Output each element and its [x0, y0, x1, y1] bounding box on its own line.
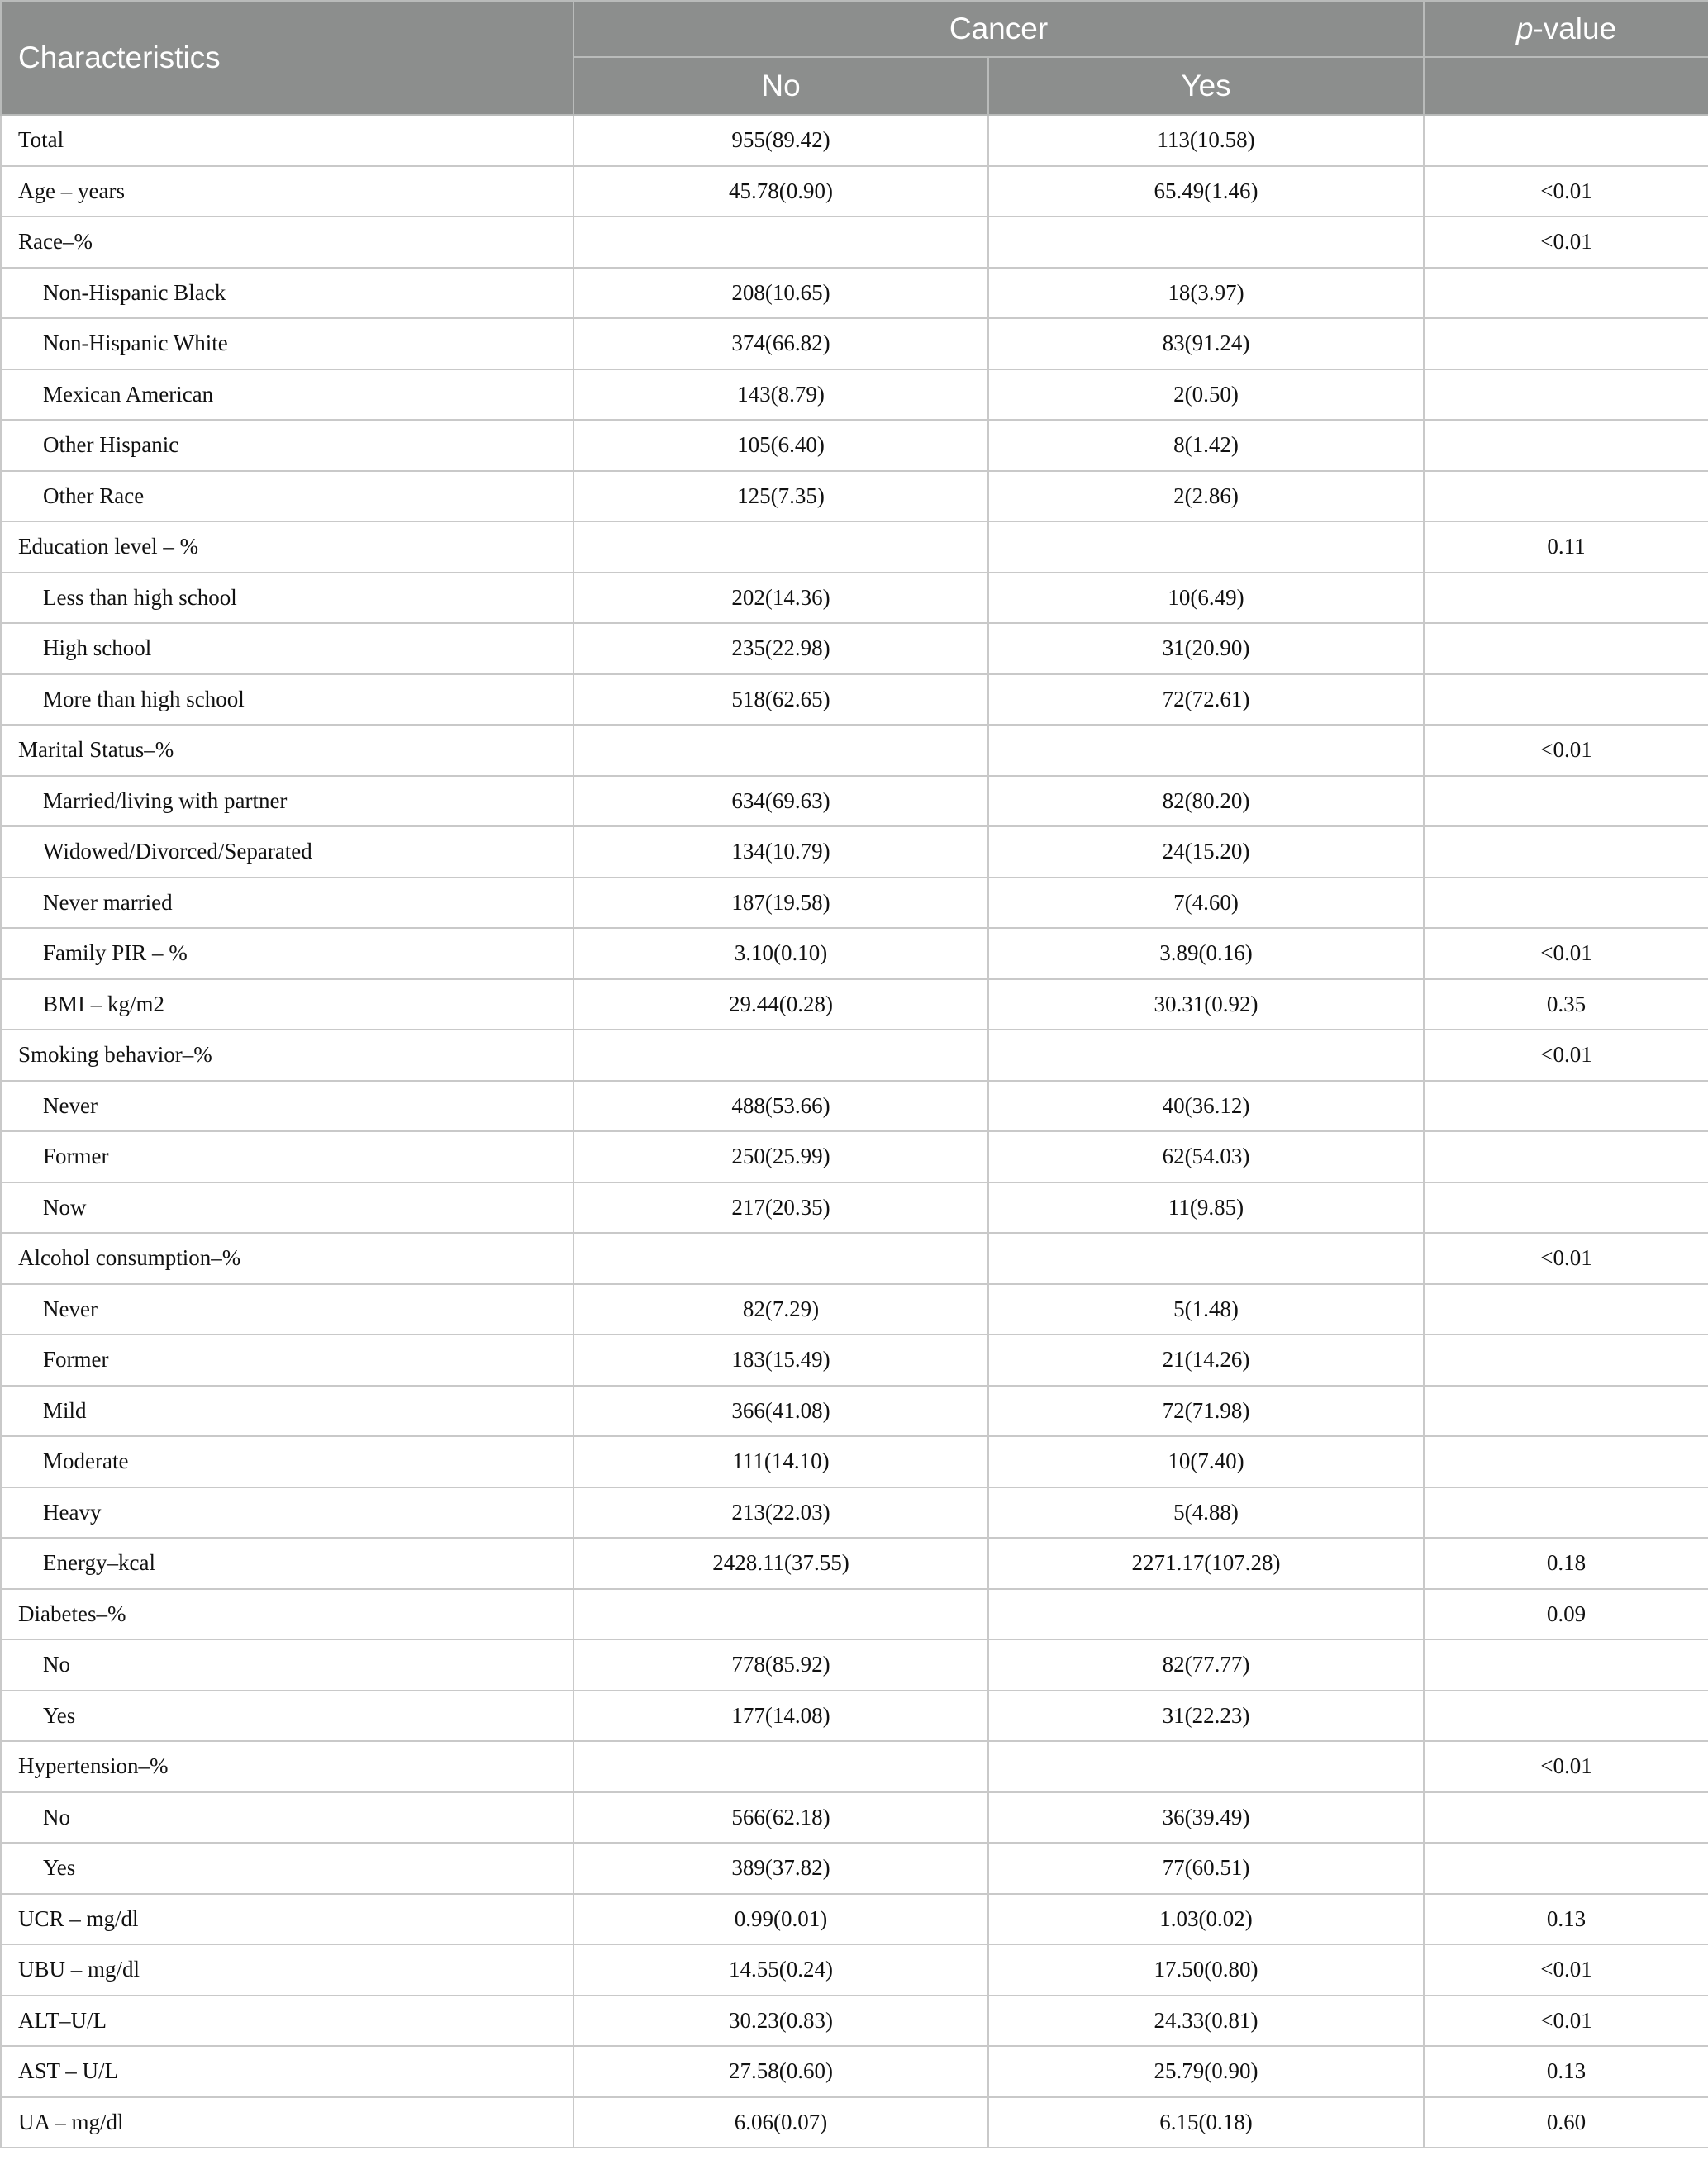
table-row: [1, 1284, 1708, 1335]
row-label: Energy–kcal: [1, 1538, 573, 1589]
row-value-no: 566(62.18): [573, 1792, 988, 1844]
row-value-yes: 11(9.85): [988, 1182, 1424, 1234]
row-pvalue: [1424, 1081, 1708, 1132]
table-row: [1, 1639, 1708, 1691]
row-pvalue: [1424, 1335, 1708, 1386]
row-pvalue: [1424, 1284, 1708, 1335]
table-body: [1, 115, 1708, 2148]
row-value-no: 366(41.08): [573, 1386, 988, 1437]
row-label: Age – years: [1, 166, 573, 217]
row-value-no: 82(7.29): [573, 1284, 988, 1335]
row-pvalue: <0.01: [1424, 1944, 1708, 1996]
row-label: Never: [1, 1081, 573, 1132]
table-row: [1, 369, 1708, 421]
row-pvalue: [1424, 1487, 1708, 1539]
row-pvalue: [1424, 318, 1708, 369]
table-row: [1, 1436, 1708, 1487]
row-pvalue: <0.01: [1424, 725, 1708, 776]
row-pvalue: 0.60: [1424, 2097, 1708, 2148]
row-label: Former: [1, 1335, 573, 1386]
row-value-no: 250(25.99): [573, 1131, 988, 1182]
row-pvalue: [1424, 1182, 1708, 1234]
table-row: [1, 1386, 1708, 1437]
table-row: [1, 1335, 1708, 1386]
row-label: Married/living with partner: [1, 776, 573, 827]
row-value-no: 2428.11(37.55): [573, 1538, 988, 1589]
table-row: [1, 318, 1708, 369]
row-pvalue: 0.18: [1424, 1538, 1708, 1589]
header-characteristics: Characteristics: [1, 1, 573, 115]
row-pvalue: [1424, 1691, 1708, 1742]
row-value-no: 0.99(0.01): [573, 1894, 988, 1945]
row-value-yes: 24(15.20): [988, 826, 1424, 878]
row-label: Smoking behavior–%: [1, 1030, 573, 1081]
table-row: [1, 1233, 1708, 1284]
row-value-no: 187(19.58): [573, 878, 988, 929]
table-row: [1, 1182, 1708, 1234]
row-value-yes: 25.79(0.90): [988, 2046, 1424, 2097]
table-row: [1, 1538, 1708, 1589]
table-row: [1, 2097, 1708, 2148]
table-row: [1, 573, 1708, 624]
row-label: Total: [1, 115, 573, 166]
row-value-yes: [988, 521, 1424, 573]
table-row: [1, 623, 1708, 674]
row-value-yes: 2271.17(107.28): [988, 1538, 1424, 1589]
row-value-no: 208(10.65): [573, 268, 988, 319]
row-value-no: 778(85.92): [573, 1639, 988, 1691]
row-value-no: 217(20.35): [573, 1182, 988, 1234]
row-label: Education level – %: [1, 521, 573, 573]
row-value-no: 955(89.42): [573, 115, 988, 166]
row-label: Never married: [1, 878, 573, 929]
table-row: [1, 521, 1708, 573]
row-pvalue: [1424, 1639, 1708, 1691]
header-yes: Yes: [988, 57, 1424, 115]
row-label: Moderate: [1, 1436, 573, 1487]
row-label: Mild: [1, 1386, 573, 1437]
row-value-yes: 72(71.98): [988, 1386, 1424, 1437]
row-label: Less than high school: [1, 573, 573, 624]
row-pvalue: <0.01: [1424, 1233, 1708, 1284]
row-pvalue: <0.01: [1424, 1741, 1708, 1792]
row-label: No: [1, 1639, 573, 1691]
row-pvalue: <0.01: [1424, 216, 1708, 268]
row-pvalue: [1424, 674, 1708, 726]
row-label: Other Hispanic: [1, 420, 573, 471]
table-row: [1, 1792, 1708, 1844]
row-value-yes: 82(80.20): [988, 776, 1424, 827]
row-value-no: 3.10(0.10): [573, 928, 988, 979]
row-label: Non-Hispanic Black: [1, 268, 573, 319]
table-row: [1, 1894, 1708, 1945]
row-value-no: [573, 1589, 988, 1640]
row-label: Widowed/Divorced/Separated: [1, 826, 573, 878]
row-value-no: 111(14.10): [573, 1436, 988, 1487]
row-label: ALT–U/L: [1, 1996, 573, 2047]
row-label: BMI – kg/m2: [1, 979, 573, 1030]
row-value-no: [573, 521, 988, 573]
row-label: Hypertension–%: [1, 1741, 573, 1792]
row-value-yes: 36(39.49): [988, 1792, 1424, 1844]
table-row: [1, 115, 1708, 166]
row-label: Family PIR – %: [1, 928, 573, 979]
row-pvalue: <0.01: [1424, 166, 1708, 217]
table-row: [1, 2046, 1708, 2097]
row-value-yes: [988, 725, 1424, 776]
table-row: [1, 776, 1708, 827]
row-value-no: 30.23(0.83): [573, 1996, 988, 2047]
row-value-yes: [988, 1589, 1424, 1640]
row-value-yes: [988, 1741, 1424, 1792]
row-value-no: 14.55(0.24): [573, 1944, 988, 1996]
row-pvalue: [1424, 1131, 1708, 1182]
row-value-yes: 2(2.86): [988, 471, 1424, 522]
row-value-no: 488(53.66): [573, 1081, 988, 1132]
row-value-no: 235(22.98): [573, 623, 988, 674]
row-pvalue: [1424, 776, 1708, 827]
row-label: Yes: [1, 1691, 573, 1742]
row-value-no: [573, 1741, 988, 1792]
row-value-no: 143(8.79): [573, 369, 988, 421]
header-pvalue-p: p: [1515, 12, 1534, 45]
header-row-top: [1, 1, 1708, 57]
table-row: [1, 826, 1708, 878]
row-value-yes: [988, 216, 1424, 268]
row-pvalue: [1424, 420, 1708, 471]
row-pvalue: 0.35: [1424, 979, 1708, 1030]
row-label: Marital Status–%: [1, 725, 573, 776]
row-value-no: 202(14.36): [573, 573, 988, 624]
table-row: [1, 878, 1708, 929]
row-value-yes: 83(91.24): [988, 318, 1424, 369]
row-value-no: [573, 725, 988, 776]
row-value-no: 134(10.79): [573, 826, 988, 878]
row-pvalue: [1424, 623, 1708, 674]
table-row: [1, 420, 1708, 471]
table-row: [1, 1030, 1708, 1081]
table-row: [1, 216, 1708, 268]
table-row: [1, 1487, 1708, 1539]
row-pvalue: <0.01: [1424, 1996, 1708, 2047]
row-value-no: [573, 216, 988, 268]
row-pvalue: <0.01: [1424, 1030, 1708, 1081]
table-row: [1, 979, 1708, 1030]
row-pvalue: [1424, 1792, 1708, 1844]
row-pvalue: 0.13: [1424, 1894, 1708, 1945]
row-value-yes: 3.89(0.16): [988, 928, 1424, 979]
row-value-yes: 21(14.26): [988, 1335, 1424, 1386]
row-value-yes: [988, 1233, 1424, 1284]
header-no: No: [573, 57, 988, 115]
row-value-no: 6.06(0.07): [573, 2097, 988, 2148]
row-value-yes: 113(10.58): [988, 115, 1424, 166]
row-value-no: 29.44(0.28): [573, 979, 988, 1030]
row-pvalue: [1424, 826, 1708, 878]
row-value-yes: [988, 1030, 1424, 1081]
table-row: [1, 674, 1708, 726]
row-pvalue: [1424, 268, 1708, 319]
table-row: [1, 1691, 1708, 1742]
row-value-no: [573, 1233, 988, 1284]
row-pvalue: [1424, 1843, 1708, 1894]
row-label: UBU – mg/dl: [1, 1944, 573, 1996]
row-value-yes: 77(60.51): [988, 1843, 1424, 1894]
row-pvalue: [1424, 471, 1708, 522]
row-label: Non-Hispanic White: [1, 318, 573, 369]
table-row: [1, 1996, 1708, 2047]
table-row: [1, 1944, 1708, 1996]
row-label: Yes: [1, 1843, 573, 1894]
row-pvalue: [1424, 573, 1708, 624]
row-value-no: 105(6.40): [573, 420, 988, 471]
row-label: AST – U/L: [1, 2046, 573, 2097]
row-value-yes: 62(54.03): [988, 1131, 1424, 1182]
row-pvalue: [1424, 369, 1708, 421]
row-value-yes: 65.49(1.46): [988, 166, 1424, 217]
row-pvalue: [1424, 1436, 1708, 1487]
row-label: High school: [1, 623, 573, 674]
row-label: Race–%: [1, 216, 573, 268]
row-value-yes: 7(4.60): [988, 878, 1424, 929]
row-pvalue: 0.11: [1424, 521, 1708, 573]
row-value-no: 374(66.82): [573, 318, 988, 369]
row-value-yes: 40(36.12): [988, 1081, 1424, 1132]
row-pvalue: 0.13: [1424, 2046, 1708, 2097]
row-label: Other Race: [1, 471, 573, 522]
row-value-yes: 31(22.23): [988, 1691, 1424, 1742]
row-value-no: 45.78(0.90): [573, 166, 988, 217]
table-row: [1, 1081, 1708, 1132]
row-pvalue: <0.01: [1424, 928, 1708, 979]
row-value-no: 177(14.08): [573, 1691, 988, 1742]
row-value-yes: 5(4.88): [988, 1487, 1424, 1539]
row-label: Alcohol consumption–%: [1, 1233, 573, 1284]
row-value-yes: 31(20.90): [988, 623, 1424, 674]
row-value-yes: 72(72.61): [988, 674, 1424, 726]
row-value-no: 125(7.35): [573, 471, 988, 522]
table-row: [1, 471, 1708, 522]
row-value-yes: 24.33(0.81): [988, 1996, 1424, 2047]
row-value-no: 213(22.03): [573, 1487, 988, 1539]
row-value-yes: 2(0.50): [988, 369, 1424, 421]
row-label: Now: [1, 1182, 573, 1234]
row-value-no: [573, 1030, 988, 1081]
row-label: UA – mg/dl: [1, 2097, 573, 2148]
row-pvalue: [1424, 115, 1708, 166]
row-value-no: 27.58(0.60): [573, 2046, 988, 2097]
row-value-yes: 17.50(0.80): [988, 1944, 1424, 1996]
row-pvalue: 0.09: [1424, 1589, 1708, 1640]
row-value-yes: 10(7.40): [988, 1436, 1424, 1487]
row-label: Heavy: [1, 1487, 573, 1539]
row-label: Former: [1, 1131, 573, 1182]
row-value-yes: 18(3.97): [988, 268, 1424, 319]
row-value-yes: 6.15(0.18): [988, 2097, 1424, 2148]
table-row: [1, 166, 1708, 217]
table-row: [1, 1131, 1708, 1182]
row-label: No: [1, 1792, 573, 1844]
table-header: [1, 1, 1708, 115]
row-value-no: 634(69.63): [573, 776, 988, 827]
row-value-yes: 30.31(0.92): [988, 979, 1424, 1030]
table-row: [1, 928, 1708, 979]
row-label: Mexican American: [1, 369, 573, 421]
row-label: UCR – mg/dl: [1, 1894, 573, 1945]
table-row: [1, 1589, 1708, 1640]
row-pvalue: [1424, 1386, 1708, 1437]
row-value-yes: 1.03(0.02): [988, 1894, 1424, 1945]
row-value-yes: 10(6.49): [988, 573, 1424, 624]
table-row: [1, 268, 1708, 319]
table-row: [1, 1843, 1708, 1894]
row-label: Never: [1, 1284, 573, 1335]
row-pvalue: [1424, 878, 1708, 929]
table-row: [1, 725, 1708, 776]
row-value-no: 389(37.82): [573, 1843, 988, 1894]
header-pvalue: [1424, 1, 1708, 57]
row-value-yes: 82(77.77): [988, 1639, 1424, 1691]
row-value-no: 183(15.49): [573, 1335, 988, 1386]
row-value-yes: 8(1.42): [988, 420, 1424, 471]
header-cancer: Cancer: [573, 1, 1424, 57]
row-value-yes: 5(1.48): [988, 1284, 1424, 1335]
table-row: [1, 1741, 1708, 1792]
row-label: More than high school: [1, 674, 573, 726]
header-pvalue-rest: -value: [1533, 12, 1617, 45]
header-pvalue-blank: [1424, 57, 1708, 115]
row-label: Diabetes–%: [1, 1589, 573, 1640]
row-value-no: 518(62.65): [573, 674, 988, 726]
